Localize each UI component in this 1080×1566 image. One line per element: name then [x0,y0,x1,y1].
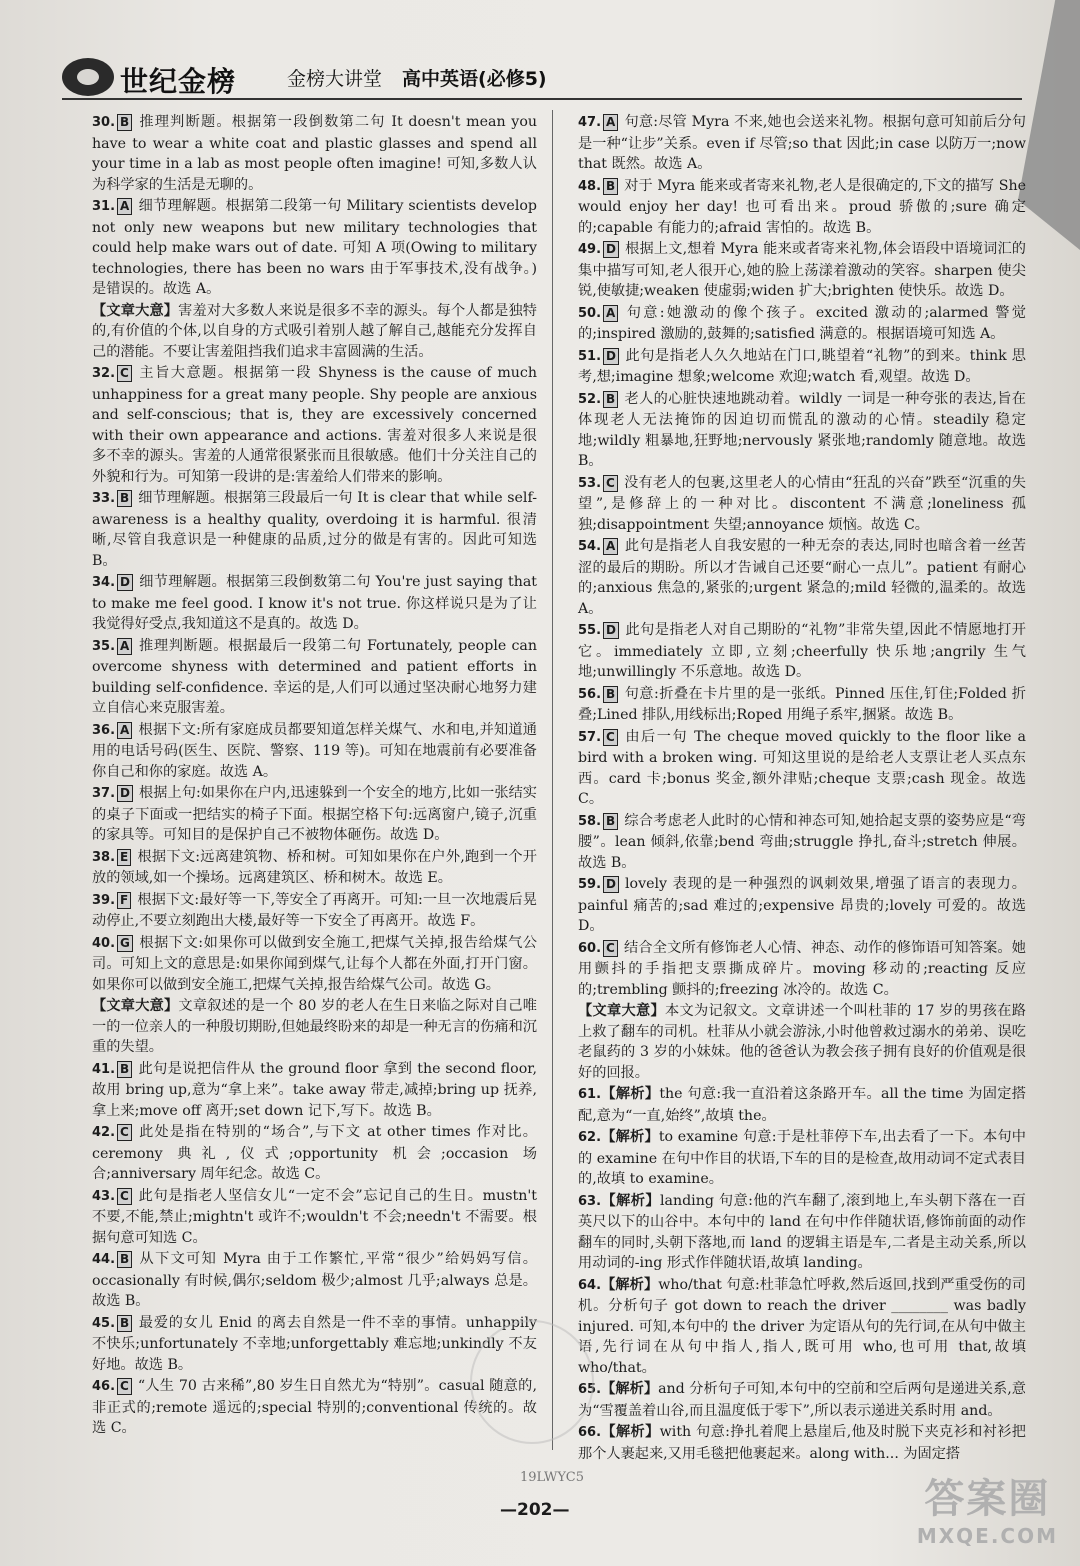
question-number: 48. [578,178,602,194]
entry-text: 此句是指老人坚信女儿“一定不会”忘记自己的生日。mustn't 不要,不能,禁止;mightn't 或许不;wouldn't 不会;needn't 不需要。根据句意可知选 C。 [92,1187,537,1246]
entry-text: lovely 表现的是一种强烈的讽刺效果,增强了语言的表现力。painful 痛苦的;sad 难过的;expensive 昂贵的;lovely 可爱的。故选 D。 [578,876,1026,934]
question-number: 54. [578,539,602,554]
answer-letter: A [603,305,618,322]
watermark-line1: 答案圈 [924,1476,1051,1522]
answer-entry [578,684,1026,726]
answer-letter: C [117,1188,132,1205]
answer-letter: B [117,490,132,507]
answer-entry [92,572,537,635]
column-divider [552,110,553,1450]
question-number: 31. [92,199,116,214]
entry-text: 综合考虑老人此时的心情和神态可知,她拾起支票的姿势应是“弯腰”。lean 倾斜,依靠;bend 弯曲;struggle 挣扎,奋斗;stretch 伸展。故选 B。 [578,812,1026,871]
question-number: 61. [578,1087,602,1102]
question-number: 39. [92,892,116,908]
question-number: 47. [578,115,602,130]
answer-letter: D [117,785,133,802]
answer-entry [578,1127,1026,1190]
answer-letter: B [117,1061,132,1078]
question-number: 36. [92,722,116,738]
entry-text: 此处是指在特别的“场合”,与下文 at other times 作对比。ceremony 典礼,仪式;opportunity 机会;occasion 场合;anniversary 周年纪念。故选 C。 [92,1124,537,1182]
question-number: 52. [578,391,602,407]
entry-text: 根据下文:如果你可以做到安全施工,把煤气关掉,报告给煤气公司。可知上文的意思是:如果你闻到煤气,让每个人都在外面,打开门窗。如果你可以做到安全施工,把煤气关掉,报告给煤气公司。故选 G。 [92,934,537,993]
section-tag: 【解析】 [601,1424,660,1440]
question-number: 50. [578,305,602,321]
answer-entry [92,996,537,1058]
question-number: 34. [92,575,116,590]
answer-letter: A [117,722,132,739]
entry-text: 没有老人的包裹,这里老人的心情由“狂乱的兴奋”跌至“沉重的失望”,是修辞上的一种对比。discontent 不满意;loneliness 孤独;disappointment 失望;annoyance 烦恼。故选 C。 [578,474,1026,533]
answer-entry [92,1122,537,1185]
answer-entry [92,488,537,571]
answer-letter: G [117,935,133,952]
answer-entry [578,176,1026,239]
entry-text: 根据下文:远离建筑物、桥和树。可知如果你在户外,跑到一个开放的领域,如一个操场。远离建筑区、桥和树木。故选 E。 [92,848,537,886]
brand-title: 世纪金榜 [120,65,237,98]
answer-entry [578,112,1026,175]
page-number: —202— [500,1500,570,1520]
question-number: 30. [92,115,116,130]
entry-text: 细节理解题。根据第二段第一句 Military scientists develop not only new weapons but new military technologies that could help make wars out of date. 可知 A 项(Owing to military technologies, there has been no wars 由于军事技术,没有战争。)是错误的。故选 A。 [92,198,537,297]
answer-letter: C [603,940,618,957]
entry-text: 推理判断题。根据最后一段第二句 Fortunately, people can overcome shyness with determined and patient efforts in building self-confidence. 幸运的是,人们可以通过坚决耐心地努力建立自信心来克服害羞。 [92,637,537,716]
entry-text: with 句意:挣扎着爬上悬崖后,他及时脱下夹克衫和衬衫把那个人裹起来,又用毛毯把他裹起来。along with... 为固定搭 [578,1424,1026,1462]
question-number: 62. [578,1130,602,1145]
answer-letter: B [117,1315,132,1332]
logo-icon [62,58,114,96]
answer-entry [578,620,1026,683]
entry-text: 细节理解题。根据第三段最后一句 It is clear that while self-awareness is a healthy quality, overdoing it is harmful. 很清晰,尽管自我意识是一种健康的品质,过分的做是有害的。因此可知选 B。 [92,490,537,569]
answer-letter: B [603,391,618,408]
question-number: 55. [578,623,602,638]
entry-text: 根据下文:最好等一下,等安全了再离开。可知:一旦一次地震后晃动停止,不要立刻跑出大楼,最好等一下安全了再离开。故选 F。 [92,891,537,929]
entry-text: 老人的心脏快速地跳动着。wildly 一词是一种夸张的表达,旨在体现老人无法掩饰的因迫切而慌乱的激动的心情。steadily 稳定地;wildly 粗暴地,狂野地;nervously 紧张地;randomly 随意地。故选 B。 [578,390,1026,469]
answer-letter: A [117,638,132,655]
answer-letter: A [603,538,618,555]
answer-letter: D [603,876,619,893]
answer-entry [578,727,1026,810]
entry-text: 本文为记叙文。文章讲述一个叫杜菲的 17 岁的男孩在路上救了翻车的司机。杜菲从小就会游泳,小时他曾救过溺水的弟弟、误吃老鼠药的 3 岁的小妹妹。他的爸爸认为教会孩子拥有良好的价值观是很好的回报。 [578,1003,1026,1081]
answer-entry [92,720,537,783]
subject-name: 高中英语(必修5) [402,68,547,90]
answer-letter: B [603,686,618,703]
answer-entry [92,1313,537,1376]
entry-text: 从下文可知 Myra 由于工作繁忙,平常“很少”给妈妈写信。occasionally 有时候,偶尔;seldom 极少;almost 几乎;always 总是。故选 B。 [92,1251,537,1309]
entry-text: to examine 句意:于是杜菲停下车,出去看了一下。本句中的 examine 在句中作目的状语,下车的目的是检查,故用动词不定式表目的,故填 to examine。 [578,1129,1026,1187]
question-number: 49. [578,242,602,257]
footer-code: 19LWYC5 [520,1470,584,1485]
answer-letter: C [117,365,132,382]
answer-entry [92,636,537,719]
answer-entry [578,1001,1026,1083]
entry-text: the 句意:我一直沿着这条路开车。all the time 为固定搭配,意为“一直,始终”,故填 the。 [578,1086,1026,1124]
answer-letter: B [117,1251,132,1268]
answer-entry [578,1084,1026,1126]
answer-letter: D [603,241,619,258]
answer-entry [92,847,537,889]
answer-letter: D [117,574,133,591]
answer-letter: C [117,1124,132,1141]
question-number: 43. [92,1188,116,1204]
entry-text: 主旨大意题。根据第一段 Shyness is the cause of much unhappiness for a great many people. Shy people are anxious and self-conscious; that is, they are excessively concerned with their own appearance and actions. 害羞对很多人来说是很多不幸的源头。害羞的人通常很紧张而且很敏感。他们十分关注自己的外貌和行为。可知第一段讲的是:害羞给人们带来的影响。 [92,365,537,485]
entry-text: 文章叙述的是一个 80 岁的老人在生日来临之际对自己唯一的一位亲人的一种殷切期盼,但她最终盼来的却是一种无言的伤痛和沉重的失望。 [92,998,537,1055]
question-number: 57. [578,729,602,745]
answer-entry [578,303,1026,345]
answer-entry [578,1191,1026,1274]
entry-text: 根据下文:所有家庭成员都要知道怎样关煤气、水和电,并知道通用的电话号码(医生、医院、警察、119 等)。可知在地震前有必要准备你自己和你的家庭。故选 A。 [92,721,537,780]
left-column [92,112,537,1440]
question-number: 41. [92,1061,116,1077]
stamp-seal [470,1320,594,1444]
question-number: 44. [92,1252,116,1267]
answer-letter: D [603,622,619,639]
answer-entry [578,346,1026,388]
answer-letter: C [117,1378,132,1395]
entry-text: 此句是指老人自我安慰的一种无奈的表达,同时也暗含着一丝苦涩的最后的期盼。所以才告诫自己还要“耐心一点儿”。patient 有耐心的;anxious 焦急的,紧张的;urgent 紧急的;mild 轻微的,温柔的。故选 A。 [578,538,1026,617]
question-number: 35. [92,638,116,654]
question-number: 59. [578,877,602,892]
question-number: 64. [578,1277,602,1293]
answer-letter: E [117,849,131,866]
question-number: 46. [92,1379,116,1394]
answer-entry [578,1422,1026,1464]
section-tag: 【解析】 [601,1129,659,1145]
answer-entry [92,1059,537,1122]
section-tag: 【解析】 [601,1276,659,1293]
answer-letter: A [117,198,132,215]
answer-entry [92,363,537,487]
answer-entry [92,933,537,996]
section-tag: 【文章大意】 [578,1003,666,1019]
question-number: 58. [578,813,602,829]
entry-text: landing 句意:他的汽车翻了,滚到地上,车头朝下落在一百英尺以下的山谷中。本句中的 land 在句中作伴随状语,修饰前面的动作翻车的同时,头朝下落地,而 land 的逻辑主语是车,二者是主动关系,所以用动词的-ing 形式作伴随状语,故填 landing。 [578,1192,1026,1271]
question-number: 56. [578,686,602,702]
answer-letter: D [603,348,619,365]
entry-text: 根据上文,想着 Myra 能来或者寄来礼物,体会语段中语境词汇的集中描写可知,老人很开心,她的脸上荡漾着激动的笑容。sharpen 使尖锐,使敏捷;weaken 使虚弱;widen 扩大;brighten 使快乐。故选 D。 [578,241,1026,299]
answer-entry [92,890,537,932]
entry-text: 根据上句:如果你在户内,迅速躲到一个安全的地方,比如一张结实的桌子下面或一把结实的椅子下面。根据空格下句:远离窗户,镜子,沉重的家具等。可知目的是保护自己不被物体砸伤。故选 D。 [92,785,537,843]
question-number: 51. [578,348,602,364]
answer-entry [92,196,537,300]
entry-text: who/that 句意:杜菲急忙呼救,然后返回,找到严重受伤的司机。分析句子 got down to reach the driver ________ was badly injured. 可知,本句中的 the driver 为定语从句的先行词,在从句中做主语,先行词在从句中指人,指人,既可用 who,也可用 that,故填 who/that。 [578,1276,1026,1376]
answer-entry [92,783,537,846]
answer-entry [578,536,1026,619]
header-rule [62,98,1022,100]
section-tag: 【解析】 [601,1381,659,1397]
entry-text: 句意:尽管 Myra 不来,她也会送来礼物。根据句意可知前后分句是一种“让步”关系。even if 尽管;so that 因此;in case 以防万一;now that 既然。故选 A。 [578,114,1026,172]
question-number: 53. [578,475,602,491]
entry-text: 推理判断题。根据第一段倒数第二句 It doesn't mean you have to wear a white coat and plastic glasses and spend all your time in a lab as most people often imagine! 可知,多数人认为科学家的生活是无聊的。 [92,114,537,193]
question-number: 33. [92,491,116,506]
question-number: 32. [92,366,116,381]
question-number: 40. [92,935,116,951]
series-name: 金榜大讲堂 [287,68,383,90]
entry-text: 此句是说把信件从 the ground floor 拿到 the second floor,故用 bring up,意为“拿上来”。take away 带走,减掉;bring up 抚养,拿上来;move off 离开;set down 记下,写下。故选 B。 [92,1060,537,1119]
watermark-line2: MXQE.COM [916,1524,1058,1548]
question-number: 42. [92,1125,116,1140]
section-tag: 【文章大意】 [92,302,179,319]
answer-entry [92,1186,537,1249]
answer-entry [578,389,1026,472]
entry-text: 对于 Myra 能来或者寄来礼物,老人是很确定的,下文的描写 She would enjoy her day! 也可看出来。proud 骄傲的;sure 确定的;capable 有能力的;afraid 害怕的。故选 B。 [578,177,1026,236]
entry-text: 害羞对大多数人来说是很多不幸的源头。每个人都是独特的,有价值的个体,以自身的方式吸引着别人越了解自己,越能充分发挥自己的潜能。不要让害羞阻挡我们追求丰富圆满的生活。 [92,302,537,360]
section-tag: 【解析】 [601,1086,660,1102]
entry-text: 句意:她激动的像个孩子。excited 激动的;alarmed 警觉的;inspired 激励的,鼓舞的;satisfied 满意的。根据语境可知选 A。 [578,304,1026,342]
entry-text: 此句是指老人久久地站在门口,眺望着“礼物”的到来。think 思考,想;imagine 想象;welcome 欢迎;watch 看,观望。故选 D。 [578,347,1026,385]
entry-text: 结合全文所有修饰老人心情、神态、动作的修饰语可知答案。她用颤抖的手指把支票撕成碎片。moving 移动的;reacting 反应的;trembling 颤抖的;freezing 冰冷的。故选 C。 [578,939,1026,998]
answer-letter: B [603,813,618,830]
question-number: 63. [578,1193,602,1209]
answer-entry [578,811,1026,874]
question-number: 37. [92,786,116,801]
page-header [62,58,1022,98]
question-number: 60. [578,940,602,956]
section-tag: 【解析】 [601,1192,660,1209]
answer-letter: A [603,114,618,131]
answer-letter: B [603,178,618,195]
question-number: 66. [578,1425,602,1440]
entry-text: 由后一句 The cheque moved quickly to the floor like a bird with a broken wing. 可知这里说的是给老人支票让老人买点东西。card 卡;bonus 奖金,额外津贴;cheque 支票;cash 现金。故选 C。 [578,728,1026,807]
entry-text: and 分析句子可知,本句中的空前和空后两句是递进关系,意为“雪覆盖着山谷,而且温度低于零下”,所以表示递进关系时用 and。 [578,1381,1026,1419]
page-corner-shadow [1018,0,1080,250]
answer-letter: C [603,729,618,746]
entry-text: 最爱的女儿 Enid 的离去自然是一件不幸的事情。unhappily 不快乐;unfortunately 不幸地;unforgettably 难忘地;unkindly 不友好地。故选 B。 [92,1314,537,1373]
question-number: 65. [578,1382,602,1397]
answer-entry [92,1249,537,1312]
watermark [917,1467,1058,1548]
answer-entry [92,112,537,195]
answer-entry [578,1275,1026,1379]
answer-letter: C [603,475,618,492]
answer-letter: F [117,892,131,909]
entry-text: 细节理解题。根据第三段倒数第二句 You're just saying that to make me feel good. I know it's not true. 你这样说只是为了让我觉得好受点,我知道这不是真的。故选 D。 [92,574,537,632]
answer-letter: B [117,114,132,131]
entry-text: 此句是指老人对自己期盼的“礼物”非常失望,因此不情愿地打开它。immediately 立即,立刻;cheerfully 快乐地;angrily 生气地;unwillingly 不乐意地。故选 D。 [578,622,1026,680]
answer-entry [578,1379,1026,1421]
answer-entry [578,473,1026,536]
answer-entry [92,301,537,363]
header-subtitle [287,64,547,91]
right-column [578,112,1026,1465]
section-tag: 【文章大意】 [92,998,179,1014]
question-number: 45. [92,1315,116,1331]
question-number: 38. [92,849,116,865]
entry-text: 句意:折叠在卡片里的是一张纸。Pinned 压住,钉住;Folded 折叠;Lined 排队,用线标出;Roped 用绳子系牢,捆紧。故选 B。 [578,685,1026,723]
answer-entry [578,938,1026,1001]
entry-text: “人生 70 古来稀”,80 岁生日自然尤为“特别”。casual 随意的,非正式的;remote 遥远的;special 特别的;conventional 传统的。故选 C。 [92,1378,537,1436]
answer-entry [578,874,1026,937]
answer-entry [578,239,1026,302]
